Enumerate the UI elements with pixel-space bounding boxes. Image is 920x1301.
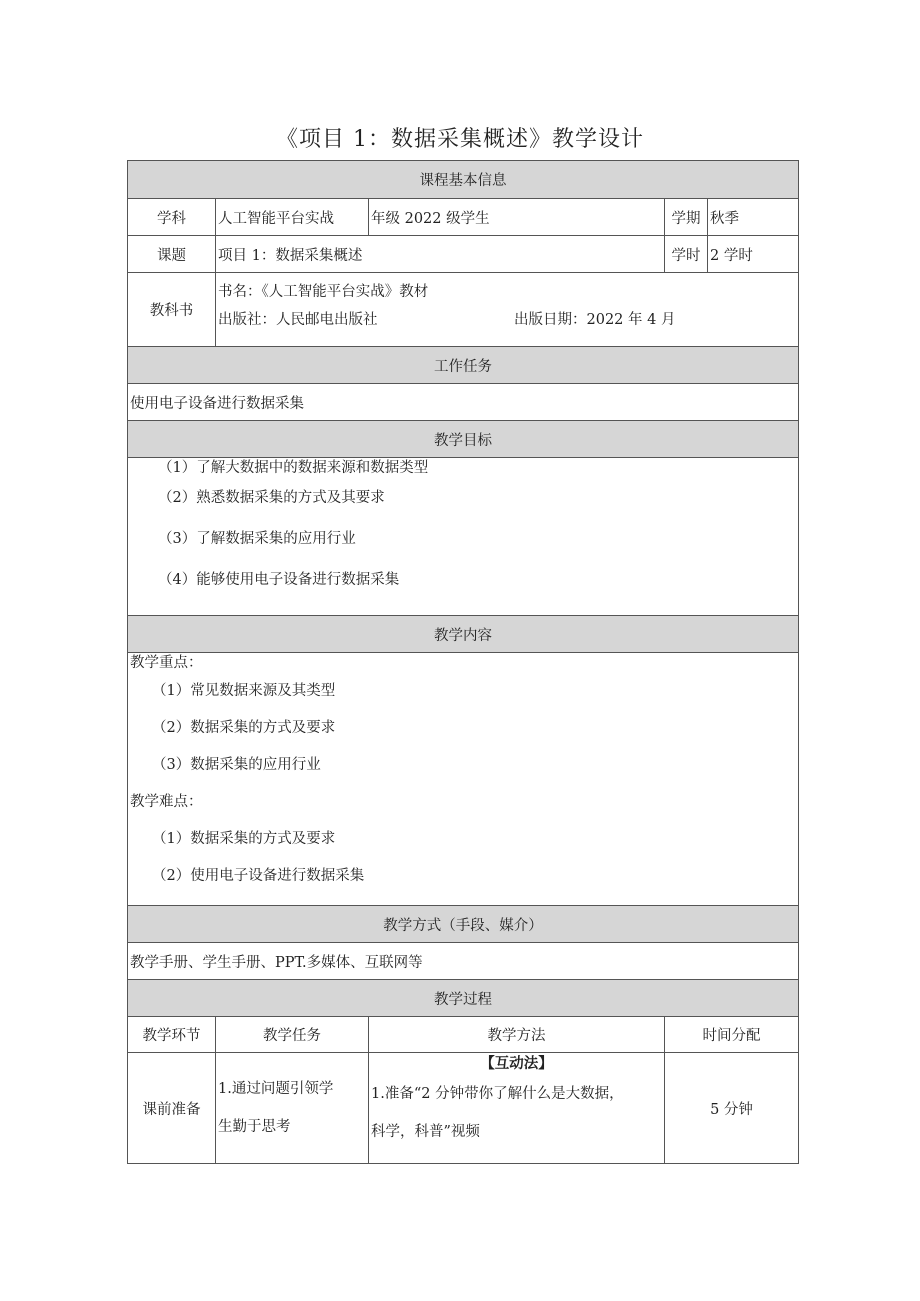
key-point-item: （1）常见数据来源及其类型 bbox=[152, 683, 336, 699]
key-point-item: （3）数据采集的应用行业 bbox=[152, 757, 321, 773]
section-work-task: 工作任务 bbox=[128, 347, 799, 384]
section-content: 教学内容 bbox=[128, 616, 799, 653]
term-label: 学期 bbox=[665, 199, 708, 236]
process-header-stage: 教学环节 bbox=[128, 1017, 216, 1053]
process-header-time: 时间分配 bbox=[665, 1017, 799, 1053]
topic-label: 课题 bbox=[128, 236, 216, 273]
subject-value: 人工智能平台实战 bbox=[216, 199, 369, 236]
process-header-task: 教学任务 bbox=[216, 1017, 369, 1053]
key-points-label: 教学重点： bbox=[130, 655, 203, 671]
publisher: 出版社：人民邮电出版社 bbox=[218, 312, 378, 328]
difficult-point-item: （1）数据采集的方式及要求 bbox=[152, 831, 336, 847]
process-header-method: 教学方法 bbox=[369, 1017, 665, 1053]
term-value: 秋季 bbox=[708, 199, 799, 236]
process-time: 5 分钟 bbox=[665, 1053, 799, 1164]
textbook-label: 教科书 bbox=[128, 273, 216, 347]
grade-text: 年级 2022 级学生 bbox=[369, 199, 665, 236]
methods-text: 教学手册、学生手册、PPT.多媒体、互联网等 bbox=[128, 943, 799, 980]
section-methods: 教学方式（手段、媒介） bbox=[128, 906, 799, 943]
section-objectives: 教学目标 bbox=[128, 421, 799, 458]
objective-item: （4）能够使用电子设备进行数据采集 bbox=[158, 572, 400, 588]
process-task-line: 生勤于思考 bbox=[218, 1119, 291, 1135]
subject-label: 学科 bbox=[128, 199, 216, 236]
textbook-info bbox=[216, 273, 798, 346]
difficult-points-label: 教学难点： bbox=[130, 794, 203, 810]
process-method-title: 【互动法】 bbox=[480, 1055, 553, 1072]
process-method-line: 1.准备“2 分钟带你了解什么是大数据， bbox=[371, 1086, 624, 1102]
objective-item: （3）了解数据采集的应用行业 bbox=[158, 531, 356, 547]
difficult-point-item: （2）使用电子设备进行数据采集 bbox=[152, 868, 365, 884]
objective-item: （1）了解大数据中的数据来源和数据类型 bbox=[158, 460, 429, 476]
work-task-text: 使用电子设备进行数据采集 bbox=[128, 384, 799, 421]
section-basic-info: 课程基本信息 bbox=[128, 161, 799, 199]
section-process: 教学过程 bbox=[128, 980, 799, 1017]
page-title: 《项目 1：数据采集概述》教学设计 bbox=[276, 127, 644, 152]
process-task-line: 1.通过问题引领学 bbox=[218, 1081, 334, 1097]
process-method-line: 科学，科普”视频 bbox=[371, 1124, 480, 1140]
hours-label: 学时 bbox=[665, 236, 708, 273]
topic-value: 项目 1：数据采集概述 bbox=[216, 236, 665, 273]
lesson-plan-table bbox=[127, 160, 799, 1164]
hours-value: 2 学时 bbox=[708, 236, 799, 273]
objective-item: （2）熟悉数据采集的方式及其要求 bbox=[158, 490, 385, 506]
key-point-item: （2）数据采集的方式及要求 bbox=[152, 720, 336, 736]
process-row bbox=[128, 1053, 799, 1164]
process-stage: 课前准备 bbox=[128, 1053, 216, 1164]
book-name: 书名：《人工智能平台实战》教材 bbox=[218, 284, 429, 300]
pub-date: 出版日期：2022 年 4 月 bbox=[514, 312, 676, 328]
